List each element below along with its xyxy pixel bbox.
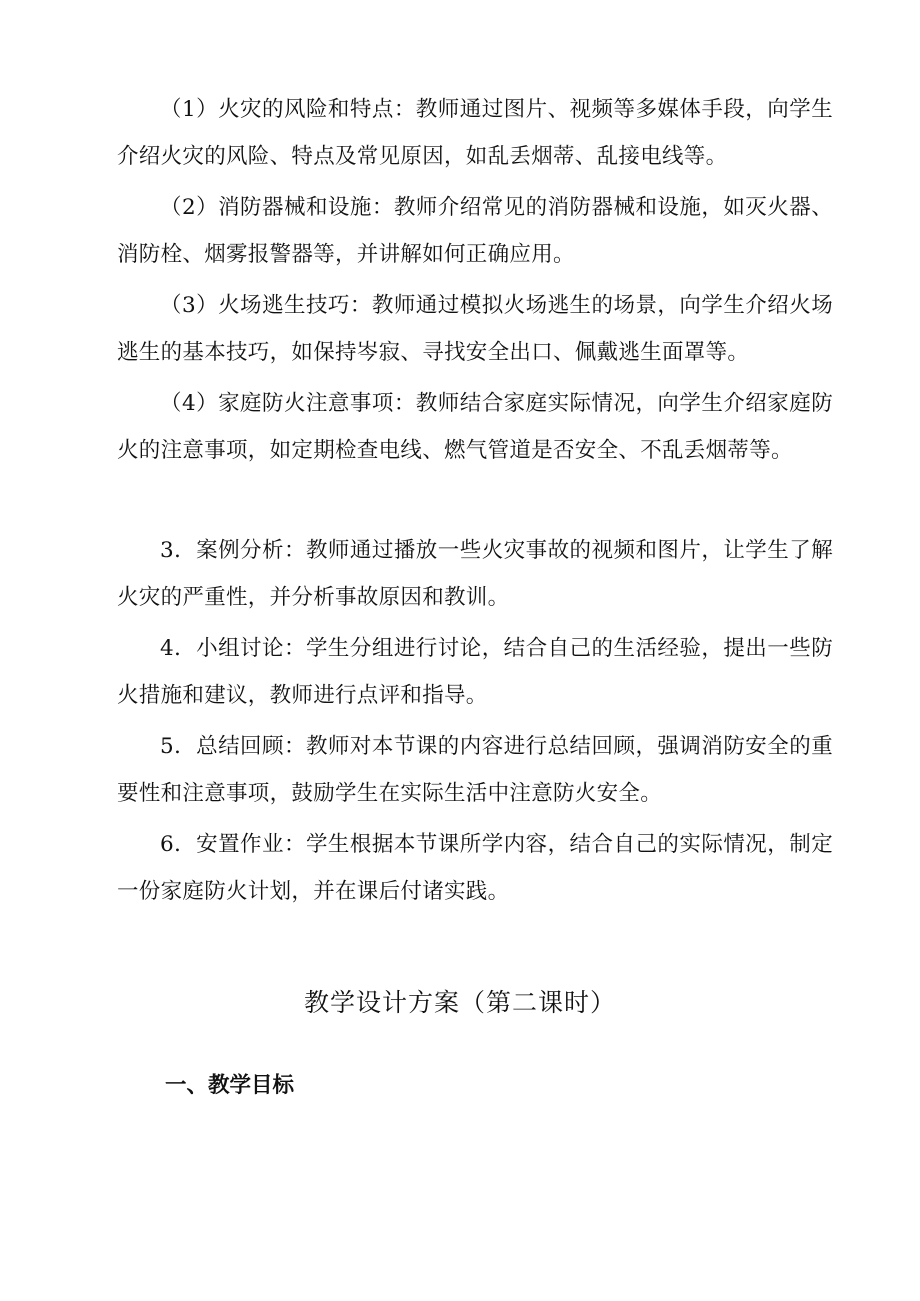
section-heading: 一、教学目标: [165, 1073, 295, 1098]
paragraph-summary-review: 5．总结回顾：教师对本节课的内容进行总结回顾，强调消防安全的重要性和注意事项，鼓励学生在实际生活中注意防火安全。: [117, 734, 833, 806]
paragraph-home-fire-safety: （4）家庭防火注意事项：教师结合家庭实际情况，向学生介绍家庭防火的注意事项，如定期检查电线、燃气管道是否安全、不乱丢烟蒂等。: [117, 391, 833, 463]
section-title: 教学设计方案（第二课时）: [303, 988, 616, 1017]
paragraph-case-analysis: 3．案例分析：教师通过播放一些火灾事故的视频和图片，让学生了解火灾的严重性，并分析事故原因和教训。: [117, 538, 833, 610]
paragraph-fire-equipment: （2）消防器械和设施：教师介绍常见的消防器械和设施，如灭火器、消防栓、烟雾报警器等，并讲解如何正确应用。: [117, 195, 833, 267]
paragraph-group-discussion: 4．小组讨论：学生分组进行讨论，结合自己的生活经验，提出一些防火措施和建议，教师进行点评和指导。: [117, 636, 833, 708]
paragraph-escape-skills: （3）火场逃生技巧：教师通过模拟火场逃生的场景，向学生介绍火场逃生的基本技巧，如保持岑寂、寻找安全出口、佩戴逃生面罩等。: [117, 293, 833, 365]
paragraph-fire-risk: （1）火灾的风险和特点：教师通过图片、视频等多媒体手段，向学生介绍火灾的风险、特点及常见原因，如乱丢烟蒂、乱接电线等。: [117, 97, 833, 169]
paragraph-homework: 6．安置作业：学生根据本节课所学内容，结合自己的实际情况，制定一份家庭防火计划，并在课后付诸实践。: [117, 832, 833, 904]
